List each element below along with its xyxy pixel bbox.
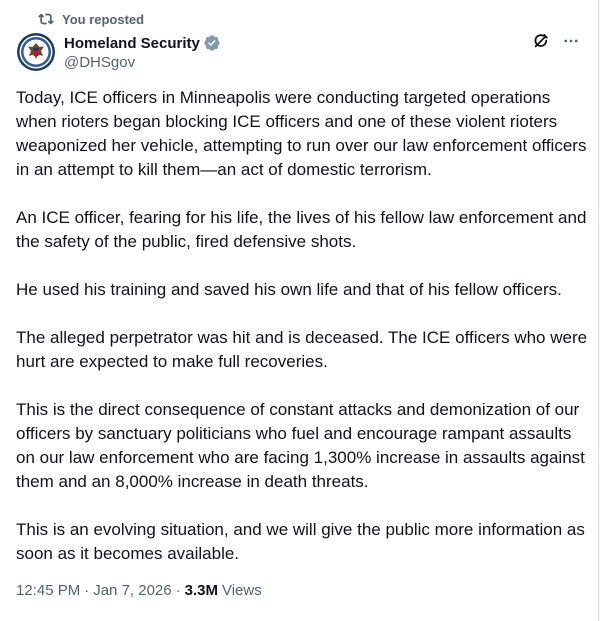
avatar[interactable]	[16, 32, 56, 72]
post-time[interactable]: 12:45 PM	[16, 582, 81, 599]
more-icon[interactable]	[562, 32, 580, 50]
post-date[interactable]: Jan 7, 2026	[93, 582, 172, 599]
meta-separator: ·	[175, 582, 181, 599]
grok-icon[interactable]	[532, 32, 550, 50]
tweet-paragraph: An ICE officer, fearing for his life, the lives of his fellow law enforcement and the safety of the public, fired defensive shots.	[16, 208, 587, 251]
author-block	[64, 33, 221, 71]
tweet-paragraph: This is the direct consequence of constant attacks and demonization of our officers by sanctuary politicians who fuel and encourage rampant assaults on our law enforcement who are facing 1,300% increase in assaults against them and an 8,000% increase in death threats.	[16, 400, 585, 491]
views-count[interactable]: 3.3M	[184, 582, 218, 599]
tweet-meta	[16, 582, 262, 599]
tweet-paragraph: Today, ICE officers in Minneapolis were conducting targeted operations when rioters began blocking ICE officers and one of these violent rioters weaponized her vehicle, attempting to run over our law enforcement officers in an attempt to kill them—an act of domestic terrorism.	[16, 88, 587, 179]
repost-indicator[interactable]	[38, 11, 144, 27]
tweet-paragraph: The alleged perpetrator was hit and is deceased. The ICE officers who were hurt are expected to make full recoveries.	[16, 328, 588, 371]
author-handle[interactable]: @DHSgov	[64, 54, 136, 71]
verified-badge-icon[interactable]	[203, 34, 221, 52]
author-name[interactable]: Homeland Security	[64, 34, 200, 52]
meta-separator: ·	[84, 582, 90, 599]
repost-label: You reposted	[62, 11, 145, 27]
tweet-paragraph: This is an evolving situation, and we will give the public more information as soon as it becomes available.	[16, 520, 585, 563]
tweet-text	[16, 86, 588, 590]
dhs-seal-icon	[16, 32, 56, 72]
repost-icon	[38, 11, 54, 27]
tweet-paragraph: He used his training and saved his own life and that of his fellow officers.	[16, 280, 562, 299]
views-label: Views	[221, 582, 262, 599]
tweet-actions-top	[532, 32, 580, 50]
